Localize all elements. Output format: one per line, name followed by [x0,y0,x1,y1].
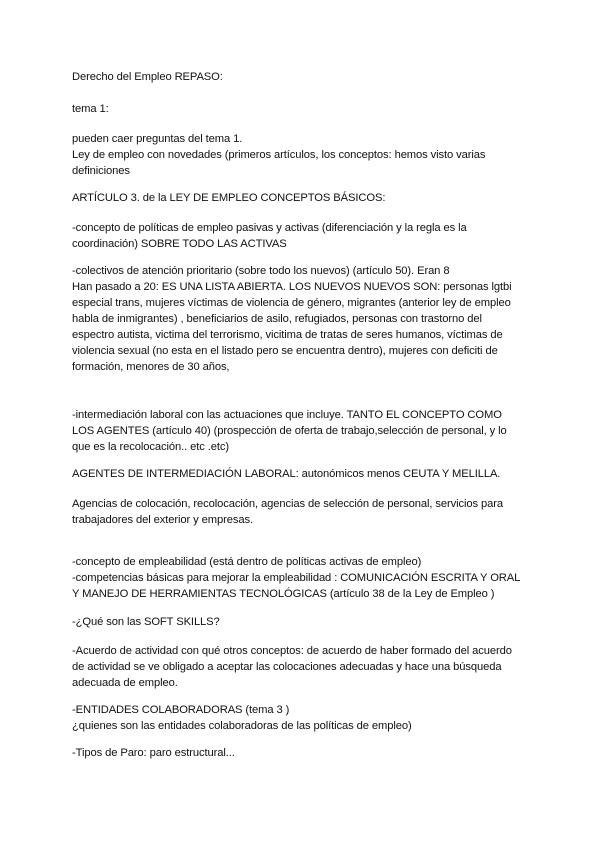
text-line: -¿Qué son las SOFT SKILLS? [72,616,220,628]
text-line: de actividad se ve obligado a aceptar las colocaciones adecuadas y hace una búsqueda [72,661,502,673]
text-line: Y MANEJO DE HERRAMIENTAS TECNOLÓGICAS (artículo 38 de la Ley de Empleo ) [72,588,495,600]
text-line: -Tipos de Paro: paro estructural... [72,747,235,759]
section-heading: -ENTIDADES COLABORADORAS (tema 3 ) [72,704,290,716]
text-line: definiciones [72,165,130,177]
text-line: Han pasado a 20: ES UNA LISTA ABIERTA. LOS NUEVOS NUEVOS SON: personas lgtbi [72,281,512,293]
text-line: pueden caer preguntas del tema 1. [72,133,243,145]
text-line: ¿quienes son las entidades colaboradoras de las políticas de empleo) [72,720,412,732]
text-line: Ley de empleo con novedades (primeros artículos, los conceptos: hemos visto varias [72,149,486,161]
document-title: Derecho del Empleo REPASO: [72,71,223,83]
text-line: -concepto de políticas de empleo pasivas y activas (diferenciación y la regla es la [72,222,467,234]
text-line: Agencias de colocación, recolocación, agencias de selección de personal, servicios para [72,498,503,510]
text-line: especial trans, mujeres víctimas de violencia de género, migrantes (anterior ley de empleo [72,297,511,309]
section-heading: ARTÍCULO 3. de la LEY DE EMPLEO CONCEPTOS BÁSICOS: [72,192,386,204]
text-line: violencia sexual (no esta en el listado pero se encuentra dentro), mujeres con deficiti de [72,345,498,357]
section-heading: AGENTES DE INTERMEDIACIÓN LABORAL: autonómicos menos CEUTA Y MELILLA. [72,468,501,480]
text-line: tema 1: [72,103,109,115]
text-line: coordinación) SOBRE TODO LAS ACTIVAS [72,238,287,250]
text-line: -colectivos de atención prioritario (sobre todo los nuevos) (artículo 50). Eran 8 [72,265,450,277]
text-line: adecuada de empleo. [72,677,178,689]
text-line: -concepto de empleabilidad (está dentro de políticas activas de empleo) [72,556,422,568]
text-line: -competencias básicas para mejorar la empleabilidad : COMUNICACIÓN ESCRITA Y ORAL [72,572,521,584]
text-line: habla de inmigrantes) , beneficiarios de asilo, refugiados, personas con trastorno del [72,313,482,325]
text-line: -Acuerdo de actividad con qué otros conceptos: de acuerdo de haber formado del acuerdo [72,645,512,657]
text-line: LOS AGENTES (artículo 40) (prospección de oferta de trabajo,selección de personal, y lo [72,425,507,437]
text-line: formación, menores de 30 años, [72,361,230,373]
text-line: que es la recolocación.. etc .etc) [72,441,230,453]
text-line: -intermediación laboral con las actuaciones que incluye. TANTO EL CONCEPTO COMO [72,409,502,421]
text-line: espectro autista, victima del terrorismo, vicitima de tratas de seres humanos, víctimas de [72,329,503,341]
text-line: trabajadores del exterior y empresas. [72,514,253,526]
